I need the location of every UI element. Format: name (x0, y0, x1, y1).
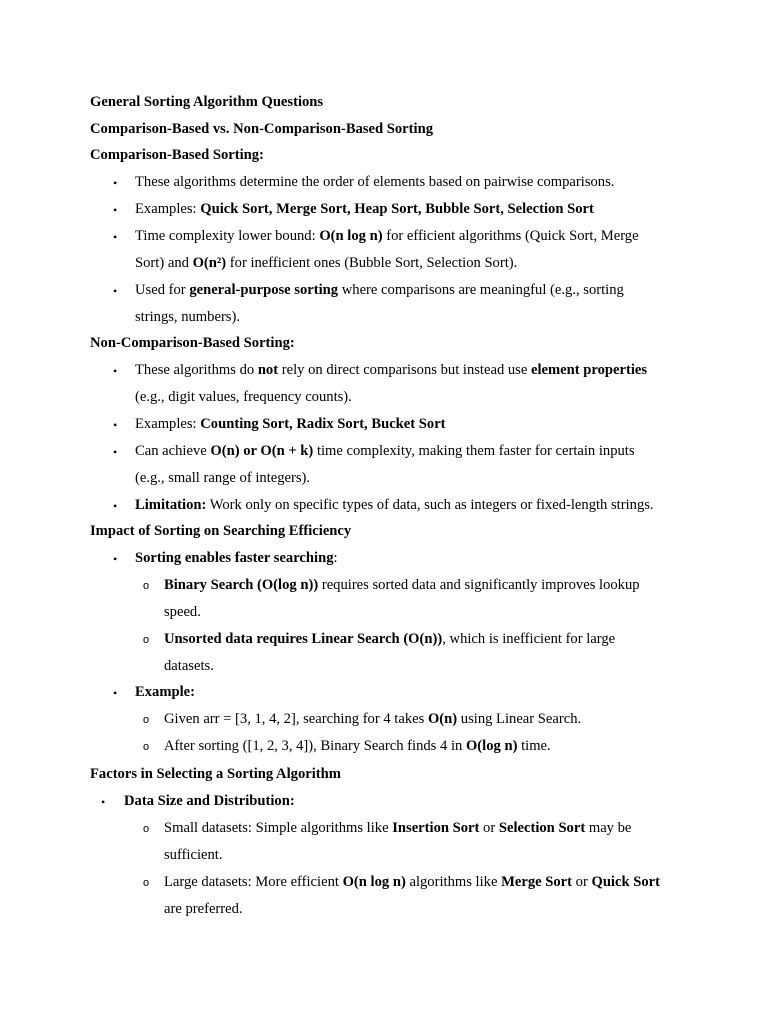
sub-list-item-continuation: speed. (164, 604, 201, 620)
bullet-marker: • (113, 445, 118, 459)
sub-bullet-marker: o (143, 823, 150, 835)
sub-list-item: Binary Search (O(log n)) requires sorted data and significantly improves lookup (164, 577, 640, 593)
bullet-marker: • (113, 418, 118, 432)
bullet-marker: • (113, 364, 118, 378)
list-item: These algorithms do not rely on direct comparisons but instead use element properties (135, 362, 648, 378)
section-heading-searching-efficiency: Impact of Sorting on Searching Efficiency (90, 523, 352, 539)
subheading-comparison-based: Comparison-Based Sorting: (90, 147, 264, 163)
list-item: Time complexity lower bound: O(n log n) for efficient algorithms (Quick Sort, Merge (135, 228, 639, 244)
sub-bullet-marker: o (143, 714, 150, 726)
list-item: Limitation: Work only on specific types of data, such as integers or fixed-length strings. (135, 497, 654, 513)
list-item-continuation: Sort) and O(n²) for inefficient ones (Bubble Sort, Selection Sort). (135, 255, 518, 271)
list-item-continuation: strings, numbers). (135, 309, 240, 325)
bullet-marker: • (113, 499, 118, 513)
list-item: Examples: Quick Sort, Merge Sort, Heap Sort, Bubble Sort, Selection Sort (135, 201, 594, 217)
sub-bullet-marker: o (143, 877, 150, 889)
bullet-marker: • (113, 230, 118, 244)
list-item-continuation: (e.g., small range of integers). (135, 470, 311, 486)
bullet-marker: • (113, 552, 118, 566)
list-item-continuation: (e.g., digit values, frequency counts). (135, 389, 352, 405)
sub-list-item: Large datasets: More efficient O(n log n) algorithms like Merge Sort or Quick Sort (164, 874, 660, 890)
sub-bullet-marker: o (143, 741, 150, 753)
sub-list-item: Unsorted data requires Linear Search (O(n)), which is inefficient for large (164, 631, 616, 647)
subheading-non-comparison-based: Non-Comparison-Based Sorting: (90, 335, 295, 351)
bullet-marker: • (113, 686, 118, 700)
section-heading-selecting-algorithm: Factors in Selecting a Sorting Algorithm (90, 766, 341, 782)
sub-list-item: After sorting ([1, 2, 3, 4]), Binary Search finds 4 in O(log n) time. (164, 738, 551, 754)
sub-list-item-continuation: are preferred. (164, 901, 243, 917)
list-item: Can achieve O(n) or O(n + k) time complexity, making them faster for certain inputs (135, 443, 635, 459)
sub-bullet-marker: o (143, 634, 150, 646)
sub-list-item: Small datasets: Simple algorithms like Insertion Sort or Selection Sort may be (164, 820, 632, 836)
sub-bullet-marker: o (143, 580, 150, 592)
sub-list-item: Given arr = [3, 1, 4, 2], searching for 4 takes O(n) using Linear Search. (164, 711, 582, 727)
list-item: Sorting enables faster searching: (135, 550, 338, 566)
list-item: Example: (135, 684, 195, 700)
list-item: Used for general-purpose sorting where comparisons are meaningful (e.g., sorting (135, 282, 624, 298)
bullet-marker: • (113, 203, 118, 217)
list-item: These algorithms determine the order of elements based on pairwise comparisons. (135, 174, 615, 190)
list-item: Data Size and Distribution: (124, 793, 295, 809)
section-heading-comparison-vs-noncomparison: Comparison-Based vs. Non-Comparison-Based Sorting (90, 121, 433, 137)
bullet-marker: • (113, 284, 118, 298)
sub-list-item-continuation: datasets. (164, 658, 214, 674)
document-title: General Sorting Algorithm Questions (90, 94, 324, 110)
list-item: Examples: Counting Sort, Radix Sort, Bucket Sort (135, 416, 446, 432)
bullet-marker: • (101, 795, 106, 809)
sub-list-item-continuation: sufficient. (164, 847, 223, 863)
bullet-marker: • (113, 176, 118, 190)
